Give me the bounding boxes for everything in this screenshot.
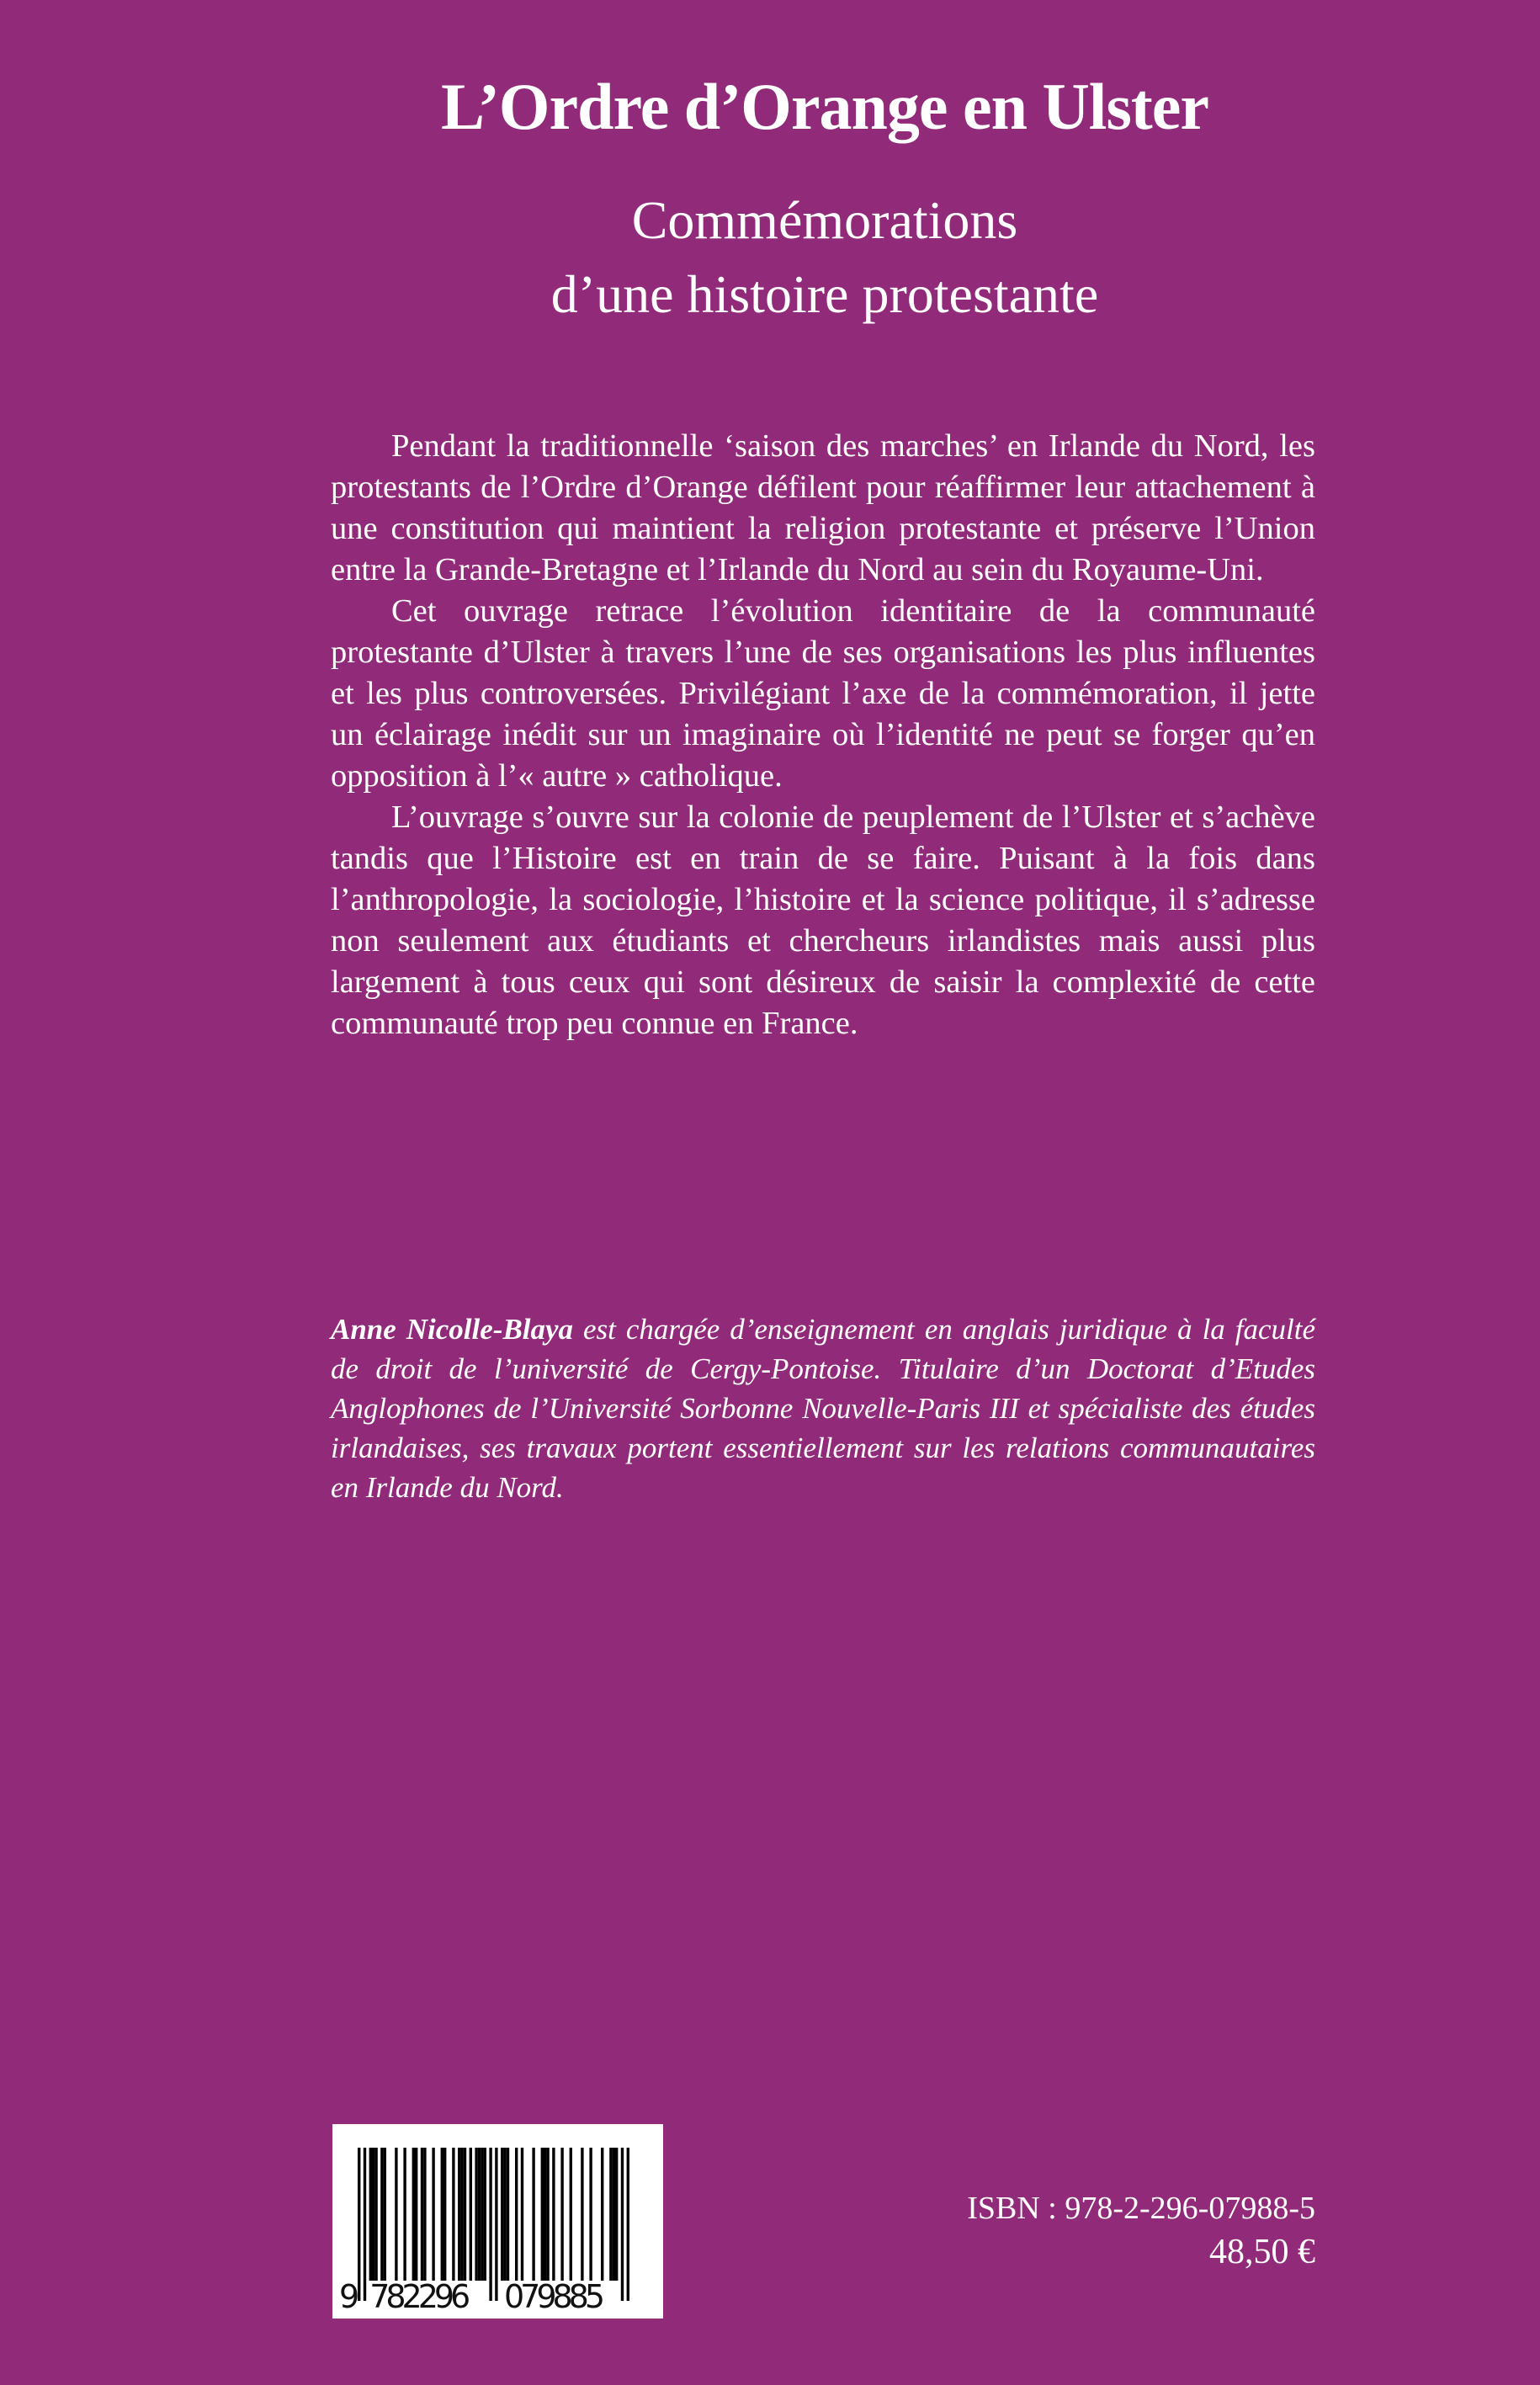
barcode-bar (621, 2148, 624, 2301)
barcode-bar (495, 2148, 497, 2301)
barcode-bar (458, 2148, 460, 2281)
blurb (331, 426, 1315, 1044)
barcode-digits: 782296 (369, 2278, 471, 2315)
barcode-bar (532, 2148, 534, 2281)
barcode-bar (372, 2148, 374, 2281)
barcode-bar (507, 2148, 509, 2281)
barcode-bar (374, 2148, 377, 2281)
subtitle-line-2: d’une histoire protestante (550, 264, 1099, 324)
book-subtitle (0, 183, 1540, 332)
barcode-bar (489, 2148, 491, 2301)
barcode-bar (412, 2148, 415, 2281)
barcode-bar (441, 2148, 443, 2281)
barcode (332, 2124, 663, 2319)
barcode-bar (380, 2148, 383, 2281)
barcode-bar (460, 2148, 463, 2281)
barcode-bar (521, 2148, 523, 2281)
blurb-paragraph: Cet ouvrage retrace l’évolution identitaire de la communauté protestante d’Ulster à travers l’une de ses organisations les plus influentes et les plus controversées. Privilégiant l’axe de la commémoration, il jette un éclairage inédit sur un imaginaire où l’identité ne peut se forger qu’en opposition à l’« autre » catholique. (331, 593, 1315, 794)
barcode-bar (515, 2148, 518, 2281)
barcode-bar (627, 2148, 629, 2301)
author-name: Anne Nicolle-Blaya (331, 1313, 574, 1346)
barcode-bar (541, 2148, 544, 2281)
barcode-bar (560, 2148, 563, 2281)
barcode-bar (613, 2148, 615, 2281)
barcode-bar (570, 2148, 572, 2281)
barcode-bar (423, 2148, 426, 2281)
barcode-bar (452, 2148, 454, 2281)
barcode-bar (475, 2148, 477, 2281)
isbn: ISBN : 978-2-296-07988-5 (967, 2191, 1315, 2226)
barcode-bar (464, 2148, 466, 2281)
barcode-bar (403, 2148, 406, 2281)
barcode-bar (395, 2148, 397, 2281)
barcode-bar (415, 2148, 417, 2281)
barcode-graphic (332, 2124, 663, 2319)
barcode-bar (364, 2148, 366, 2301)
barcode-bar (432, 2148, 434, 2281)
barcode-bar (443, 2148, 446, 2281)
price: 48,50 € (1209, 2233, 1315, 2271)
barcode-bar (552, 2148, 555, 2281)
barcode-bar (589, 2148, 592, 2281)
barcode-bar (601, 2148, 603, 2281)
barcode-bar (546, 2148, 549, 2281)
subtitle-line-1: Commémorations (631, 190, 1018, 250)
barcode-bar (481, 2148, 483, 2281)
barcode-bar (421, 2148, 423, 2281)
barcode-bar (501, 2148, 503, 2281)
barcode-bar (609, 2148, 612, 2281)
book-title: L’Ordre d’Orange en Ulster (440, 70, 1209, 143)
barcode-digits: 9 (339, 2278, 360, 2315)
barcode-bar (478, 2148, 481, 2281)
barcode-bar (503, 2148, 506, 2281)
barcode-bar (369, 2148, 372, 2281)
barcode-bar (384, 2148, 386, 2281)
barcode-bar (615, 2148, 618, 2281)
author-bio (331, 1309, 1315, 1507)
barcode-bar (484, 2148, 486, 2281)
author-bio-text: est chargée d’enseignement en anglais juridique à la faculté de droit de l’université de Cergy-Pontoise. Titulaire d’un Doctorat d’Etudes Anglophones de l’Université Sorbonne Nouvelle-Paris III et spécialiste des études irlandaises, ses travaux portent essentiellement sur les relations communautaires en Irlande du Nord. (331, 1313, 1315, 1504)
barcode-bar (470, 2148, 472, 2281)
barcode-bar (581, 2148, 583, 2281)
blurb-paragraph: Pendant la traditionnelle ‘saison des marches’ en Irlande du Nord, les protestants de l’Ordre d’Orange défilent pour réaffirmer leur attachement à une constitution qui maintient la religion protestante et préserve l’Union entre la Grande-Bretagne et l’Irlande du Nord au sein du Royaume-Uni. (331, 428, 1315, 587)
barcode-digits: 079885 (504, 2278, 605, 2315)
barcode-bar (544, 2148, 546, 2281)
blurb-paragraph: L’ouvrage s’ouvre sur la colonie de peuplement de l’Ulster et s’achève tandis que l’Histoire est en train de se faire. Puisant à la fois dans l’anthropologie, la sociologie, l’histoire et la science politique, il s’adresse non seulement aux étudiants et chercheurs irlandistes mais aussi plus largement à tous ceux qui sont désireux de saisir la complexité de cette communauté trop peu connue en France. (331, 799, 1315, 1041)
